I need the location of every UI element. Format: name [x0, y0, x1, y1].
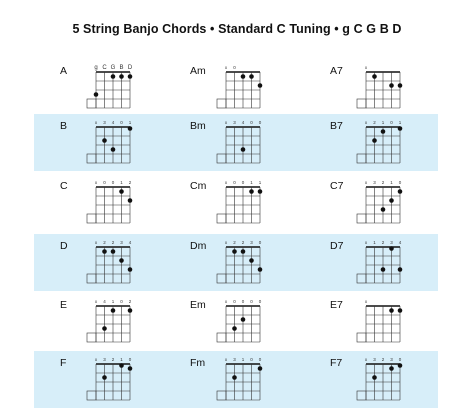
finger-dot: [128, 366, 133, 371]
finger-dot: [398, 83, 403, 88]
string-marker: x: [224, 240, 228, 245]
finger-dot: [102, 138, 107, 143]
chord-b: [60, 115, 180, 175]
chord-diagram: [60, 294, 160, 352]
string-marker: g: [94, 65, 98, 71]
chord-b7: [330, 115, 450, 175]
string-marker: 3: [233, 120, 236, 125]
fifth-string-peg: [217, 391, 226, 400]
string-marker: 0: [233, 299, 236, 304]
chord-diagram: [190, 60, 290, 118]
string-marker: 2: [381, 240, 385, 245]
string-marker: 0: [233, 180, 236, 185]
string-marker: 0: [398, 357, 402, 362]
string-marker: 1: [373, 240, 376, 245]
finger-dot: [128, 308, 133, 313]
finger-dot: [119, 189, 124, 194]
fifth-string-peg: [217, 99, 226, 108]
chord-diagram: [190, 352, 290, 410]
finger-dot: [249, 189, 254, 194]
finger-dot: [381, 267, 386, 272]
finger-dot: [249, 258, 254, 263]
sheet-title: 5 String Banjo Chords • Standard C Tuning • g C G B D: [72, 22, 402, 36]
string-marker: 2: [381, 357, 385, 362]
chord-c: [60, 175, 180, 235]
chord-diagram: [60, 60, 160, 118]
string-marker: 1: [120, 357, 123, 362]
chord-am: [190, 60, 310, 120]
chord-name: Em: [190, 299, 206, 311]
finger-dot: [381, 207, 386, 212]
finger-dot: [94, 92, 99, 97]
string-marker: 2: [128, 180, 132, 185]
fifth-string-peg: [87, 274, 96, 283]
string-marker: 0: [258, 240, 262, 245]
string-marker: 3: [373, 180, 376, 185]
chord-name: C7: [330, 180, 344, 192]
finger-dot: [119, 363, 124, 368]
string-marker: 3: [120, 240, 123, 245]
string-marker: 2: [128, 299, 132, 304]
string-marker: B: [119, 65, 124, 71]
string-marker: 0: [250, 299, 253, 304]
finger-dot: [128, 126, 133, 131]
chord-name: Dm: [190, 240, 207, 252]
string-marker: 1: [111, 299, 115, 304]
string-marker: x: [364, 240, 368, 245]
finger-dot: [258, 189, 263, 194]
string-marker: 0: [103, 180, 106, 185]
finger-dot: [258, 267, 263, 272]
string-marker: 3: [250, 240, 253, 245]
string-marker: x: [364, 65, 368, 70]
string-marker: D: [127, 65, 133, 71]
string-marker: x: [94, 180, 98, 185]
chord-name: Am: [190, 65, 206, 77]
fifth-string-peg: [217, 154, 226, 163]
string-marker: 3: [103, 357, 106, 362]
chord-diagram: [190, 235, 290, 293]
chord-dm: [190, 235, 310, 295]
chord-diagram: [330, 60, 430, 118]
string-marker: x: [224, 299, 228, 304]
string-marker: x: [94, 240, 98, 245]
string-marker: 1: [128, 120, 132, 125]
string-marker: 1: [241, 357, 245, 362]
string-marker: 2: [111, 240, 115, 245]
string-marker: x: [364, 357, 368, 362]
string-marker: 2: [233, 240, 236, 245]
chord-diagram: [60, 175, 160, 233]
finger-dot: [241, 147, 246, 152]
chord-diagram: [190, 294, 290, 352]
finger-dot: [398, 126, 403, 131]
chord-d: [60, 235, 180, 295]
string-marker: x: [364, 299, 368, 304]
finger-dot: [372, 375, 377, 380]
string-marker: x: [364, 180, 368, 185]
string-marker: G: [110, 65, 116, 71]
chord-name: B7: [330, 120, 343, 132]
chord-name: A: [60, 65, 68, 77]
fifth-string-peg: [87, 333, 96, 342]
string-marker: x: [224, 357, 228, 362]
chord-d7: [330, 235, 450, 295]
string-marker: 0: [390, 120, 393, 125]
finger-dot: [372, 74, 377, 79]
finger-dot: [128, 198, 133, 203]
finger-dot: [241, 74, 246, 79]
chord-diagram: [60, 352, 160, 410]
string-marker: 0: [111, 180, 115, 185]
string-marker: x: [224, 65, 228, 70]
string-marker: 1: [120, 180, 123, 185]
chord-fm: [190, 352, 310, 412]
fifth-string-peg: [357, 333, 366, 342]
finger-dot: [102, 249, 107, 254]
chord-e: [60, 294, 180, 354]
finger-dot: [398, 308, 403, 313]
finger-dot: [389, 246, 394, 251]
string-marker: 0: [120, 299, 123, 304]
chord-name: E7: [330, 299, 343, 311]
finger-dot: [241, 249, 246, 254]
chord-name: C: [60, 180, 68, 192]
string-marker: x: [224, 180, 228, 185]
finger-dot: [119, 74, 124, 79]
string-marker: 0: [120, 120, 123, 125]
finger-dot: [111, 308, 116, 313]
string-marker: 3: [103, 120, 106, 125]
chord-diagram: [330, 294, 430, 352]
finger-dot: [111, 249, 116, 254]
string-marker: 1: [398, 120, 402, 125]
finger-dot: [389, 308, 394, 313]
finger-dot: [389, 198, 394, 203]
chord-name: A7: [330, 65, 343, 77]
finger-dot: [119, 258, 124, 263]
finger-dot: [258, 366, 263, 371]
chord-f: [60, 352, 180, 412]
fifth-string-peg: [357, 154, 366, 163]
finger-dot: [232, 249, 237, 254]
string-marker: 0: [250, 120, 253, 125]
string-marker: 2: [103, 240, 106, 245]
finger-dot: [111, 147, 116, 152]
string-marker: x: [224, 120, 228, 125]
chord-diagram: [60, 115, 160, 173]
chord-name: D: [60, 240, 68, 252]
string-marker: C: [102, 65, 107, 71]
finger-dot: [398, 189, 403, 194]
chord-diagram: [330, 175, 430, 233]
string-marker: 3: [373, 357, 376, 362]
fifth-string-peg: [87, 99, 96, 108]
chord-name: Bm: [190, 120, 206, 132]
string-marker: 0: [250, 357, 253, 362]
fifth-string-peg: [357, 99, 366, 108]
chord-em: [190, 294, 310, 354]
string-marker: 0: [128, 357, 132, 362]
chord-name: F: [60, 357, 67, 369]
string-marker: 4: [111, 120, 115, 125]
chord-name: B: [60, 120, 68, 132]
chord-name: Cm: [190, 180, 207, 192]
chord-diagram: [330, 115, 430, 173]
chord-f7: [330, 352, 450, 412]
string-marker: 2: [111, 357, 115, 362]
string-marker: x: [94, 357, 98, 362]
chord-a: [60, 60, 180, 120]
chord-diagram: [330, 352, 430, 410]
string-marker: x: [94, 120, 98, 125]
string-marker: 1: [258, 180, 262, 185]
chord-diagram: [190, 115, 290, 173]
chord-cm: [190, 175, 310, 235]
finger-dot: [232, 326, 237, 331]
fifth-string-peg: [217, 274, 226, 283]
string-marker: x: [364, 120, 368, 125]
chord-name: E: [60, 299, 68, 311]
chord-name: Fm: [190, 357, 206, 369]
chord-name: D7: [330, 240, 344, 252]
string-marker: 3: [390, 357, 393, 362]
string-marker: 3: [233, 357, 236, 362]
chord-diagram: [190, 175, 290, 233]
finger-dot: [389, 83, 394, 88]
chord-e7: [330, 294, 450, 354]
finger-dot: [372, 138, 377, 143]
string-marker: 0: [241, 180, 245, 185]
string-marker: 4: [398, 240, 402, 245]
chord-diagram: [330, 235, 430, 293]
fifth-string-peg: [87, 214, 96, 223]
string-marker: 3: [390, 240, 393, 245]
fifth-string-peg: [357, 274, 366, 283]
finger-dot: [232, 375, 237, 380]
fifth-string-peg: [87, 154, 96, 163]
fifth-string-peg: [87, 391, 96, 400]
fifth-string-peg: [357, 391, 366, 400]
finger-dot: [102, 375, 107, 380]
string-marker: x: [94, 299, 98, 304]
string-marker: 2: [373, 120, 376, 125]
finger-dot: [249, 74, 254, 79]
string-marker: 0: [258, 357, 262, 362]
fifth-string-peg: [357, 214, 366, 223]
fifth-string-peg: [217, 214, 226, 223]
finger-dot: [398, 363, 403, 368]
finger-dot: [128, 74, 133, 79]
string-marker: 0: [233, 65, 236, 70]
string-marker: 4: [128, 240, 132, 245]
chord-diagram: [60, 235, 160, 293]
chord-name: F7: [330, 357, 343, 369]
string-marker: 2: [241, 240, 245, 245]
finger-dot: [128, 267, 133, 272]
finger-dot: [398, 267, 403, 272]
string-marker: 1: [381, 120, 385, 125]
finger-dot: [381, 129, 386, 134]
finger-dot: [102, 326, 107, 331]
string-marker: 1: [390, 180, 393, 185]
string-marker: 4: [103, 299, 106, 304]
string-marker: 2: [381, 180, 385, 185]
string-marker: 4: [241, 120, 245, 125]
string-marker: 0: [398, 180, 402, 185]
finger-dot: [111, 74, 116, 79]
string-marker: 0: [258, 120, 262, 125]
string-marker: 0: [241, 299, 245, 304]
string-marker: 1: [250, 180, 253, 185]
string-marker: 0: [258, 299, 262, 304]
finger-dot: [389, 366, 394, 371]
chord-c7: [330, 175, 450, 235]
finger-dot: [258, 83, 263, 88]
chord-bm: [190, 115, 310, 175]
fifth-string-peg: [217, 333, 226, 342]
chord-a7: [330, 60, 450, 120]
finger-dot: [241, 317, 246, 322]
